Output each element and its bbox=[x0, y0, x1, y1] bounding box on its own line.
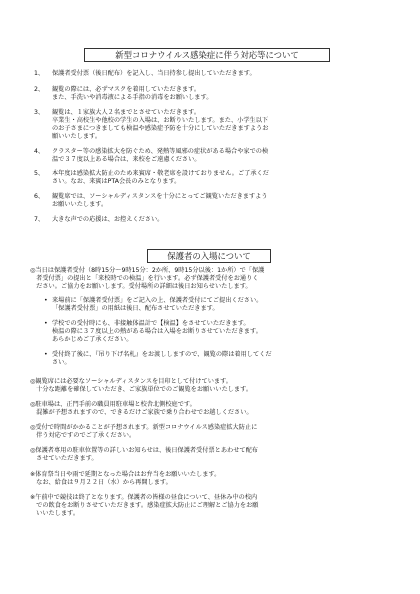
list-item bbox=[34, 86, 378, 102]
item-text: クラスター等の感染拡大を防ぐため、発熱等風邪の症状がある場合や家での検 bbox=[52, 148, 269, 155]
item-text: 観覧席では、ソーシャルディスタンスを十分にとってご観覧いただきますよう bbox=[52, 193, 268, 200]
item-text: さい。なお、来賓はPTA会長のみとなります。 bbox=[52, 178, 181, 186]
bullet-line: 検温の際に３７度以上の熱がある場合は入場をお断りさせていただきます。 bbox=[52, 328, 262, 336]
note-afternoon bbox=[30, 494, 380, 518]
item-text: 保護者受付票（後日配布）を記入し、当日持参し提出していただきます。 bbox=[52, 70, 256, 77]
item-text: 観覧は、１家族大人２名までとさせていただきます。 bbox=[52, 109, 201, 116]
paragraph-line: 伴う対応ですのでご了承ください。 bbox=[30, 432, 136, 440]
paragraph-reception bbox=[30, 267, 380, 291]
item-text: お願いいたします。 bbox=[52, 201, 108, 209]
list-item bbox=[34, 216, 378, 224]
note-line: での飲食をお断りさせていただきます。感染症拡大防止にご理解とご協力をお願 bbox=[30, 502, 259, 510]
item-text: 大きな声での応援は、お控えください。 bbox=[52, 216, 164, 223]
list-item bbox=[34, 193, 378, 209]
bullet-item bbox=[44, 351, 372, 367]
item-number: 6、 bbox=[34, 193, 45, 200]
item-number: 7、 bbox=[34, 216, 45, 223]
paragraph-line: ださい。ご協力をお願いします。受付場所の詳細は後日お知らせいたします。 bbox=[30, 283, 252, 291]
note-line: ※午前中で競技は終了となります。保護者の皆様の昼食について、昼休み中の校内 bbox=[30, 494, 258, 501]
bullet-line: 受付終了後に、『吊り下げ名札』をお渡ししますので、観覧の際は着用してくだ bbox=[52, 351, 272, 358]
section-title-covid-measures: 新型コロナウイルス感染症に伴う対応等について bbox=[84, 48, 330, 62]
bullet-line: 来場前に「保護者受付票」をご記入の上、保護者受付にてご提出ください。 bbox=[52, 297, 263, 304]
section-title-guardian-entry: 保護者の入場について bbox=[147, 249, 271, 263]
paragraph-seating bbox=[30, 378, 380, 394]
paragraph-line: 混雑が予想されますので、できるだけご家族で乗り合わせでお越しください。 bbox=[30, 409, 253, 417]
paragraph-parking-notice bbox=[30, 447, 380, 463]
item-number: 1、 bbox=[34, 70, 45, 77]
paragraph-line: ◎当日は保護者受付（8時15分～9時15分：2か所、9時15分以後：1か所）で「保護 bbox=[30, 267, 265, 274]
bullet-line: あらかじめご了承ください。 bbox=[52, 336, 133, 344]
paragraph-line: 十分な距離を確保していただき、ご家族単位でのご観覧をお願いいたします。 bbox=[30, 386, 253, 394]
note-line: なお、給食は９月２２日（水）から再開します。 bbox=[30, 479, 172, 487]
bullet-line: 学校での受付時にも、非接触体温計で【検温】をさせていただきます。 bbox=[52, 320, 250, 327]
item-text: 願いいたします。 bbox=[52, 133, 102, 141]
item-number: 3、 bbox=[34, 109, 45, 116]
bullet-dot: • bbox=[44, 320, 48, 327]
paragraph-wait-time bbox=[30, 424, 380, 440]
list-item bbox=[34, 109, 378, 141]
list-item bbox=[34, 70, 378, 78]
paragraph-line: 者受付票」の提出と「来校時での検温」を行います。必ず保護者受付をお通りく bbox=[30, 275, 259, 283]
bullet-item bbox=[44, 320, 372, 344]
list-item bbox=[34, 170, 378, 186]
paragraph-line: ◎駐車場は、正門手前の職員用駐車場と校舎北側校庭です。 bbox=[30, 401, 196, 408]
paragraph-parking bbox=[30, 401, 380, 417]
item-number: 4、 bbox=[34, 148, 45, 155]
item-number: 5、 bbox=[34, 170, 45, 177]
note-line: ※体育祭当日や雨で延期となった場合はお弁当をお願いいたします。 bbox=[30, 471, 221, 478]
note-line: いいたします。 bbox=[30, 510, 80, 518]
item-text: 卒業生・高校生や他校の学生の入場は、お断りいたします。また、小学生以下 bbox=[52, 117, 269, 125]
item-text: のお子さまにつきましても検温や感染症予防を十分にしていただきますようお bbox=[52, 125, 269, 133]
bullet-item bbox=[44, 297, 372, 313]
item-text: 本年度は感染拡大防止のため来賓席・敬老席を設けておりません。ご了承くだ bbox=[52, 170, 269, 177]
item-text: 温で３７度以上ある場合は、来校をご遠慮ください。 bbox=[52, 156, 201, 164]
list-item bbox=[34, 148, 378, 164]
item-text: 観覧の際には、必ずマスクを着用していただきます。 bbox=[52, 86, 201, 93]
paragraph-line: ◎保護者専用の駐車位置等の詳しいお知らせは、後日保護者受付票とあわせて配布 bbox=[30, 447, 258, 454]
paragraph-line: ◎観覧席には必要なソーシャルディスタンスを目印として付けています。 bbox=[30, 378, 232, 385]
note-lunch bbox=[30, 471, 380, 487]
paragraph-line: ◎受付で時間がかかることが予想されます。新型コロナウイルス感染症拡大防止に bbox=[30, 424, 258, 431]
bullet-dot: • bbox=[44, 351, 48, 358]
item-text: また、手洗いや消毒液による手指の消毒をお願いします。 bbox=[52, 94, 213, 102]
item-number: 2、 bbox=[34, 86, 45, 93]
paragraph-line: させていただきます。 bbox=[30, 455, 98, 463]
bullet-dot: • bbox=[44, 297, 48, 304]
bullet-line: 「保護者受付票」の用紙は後日、配布させていただきます。 bbox=[52, 305, 219, 313]
bullet-line: さい。 bbox=[52, 359, 71, 367]
